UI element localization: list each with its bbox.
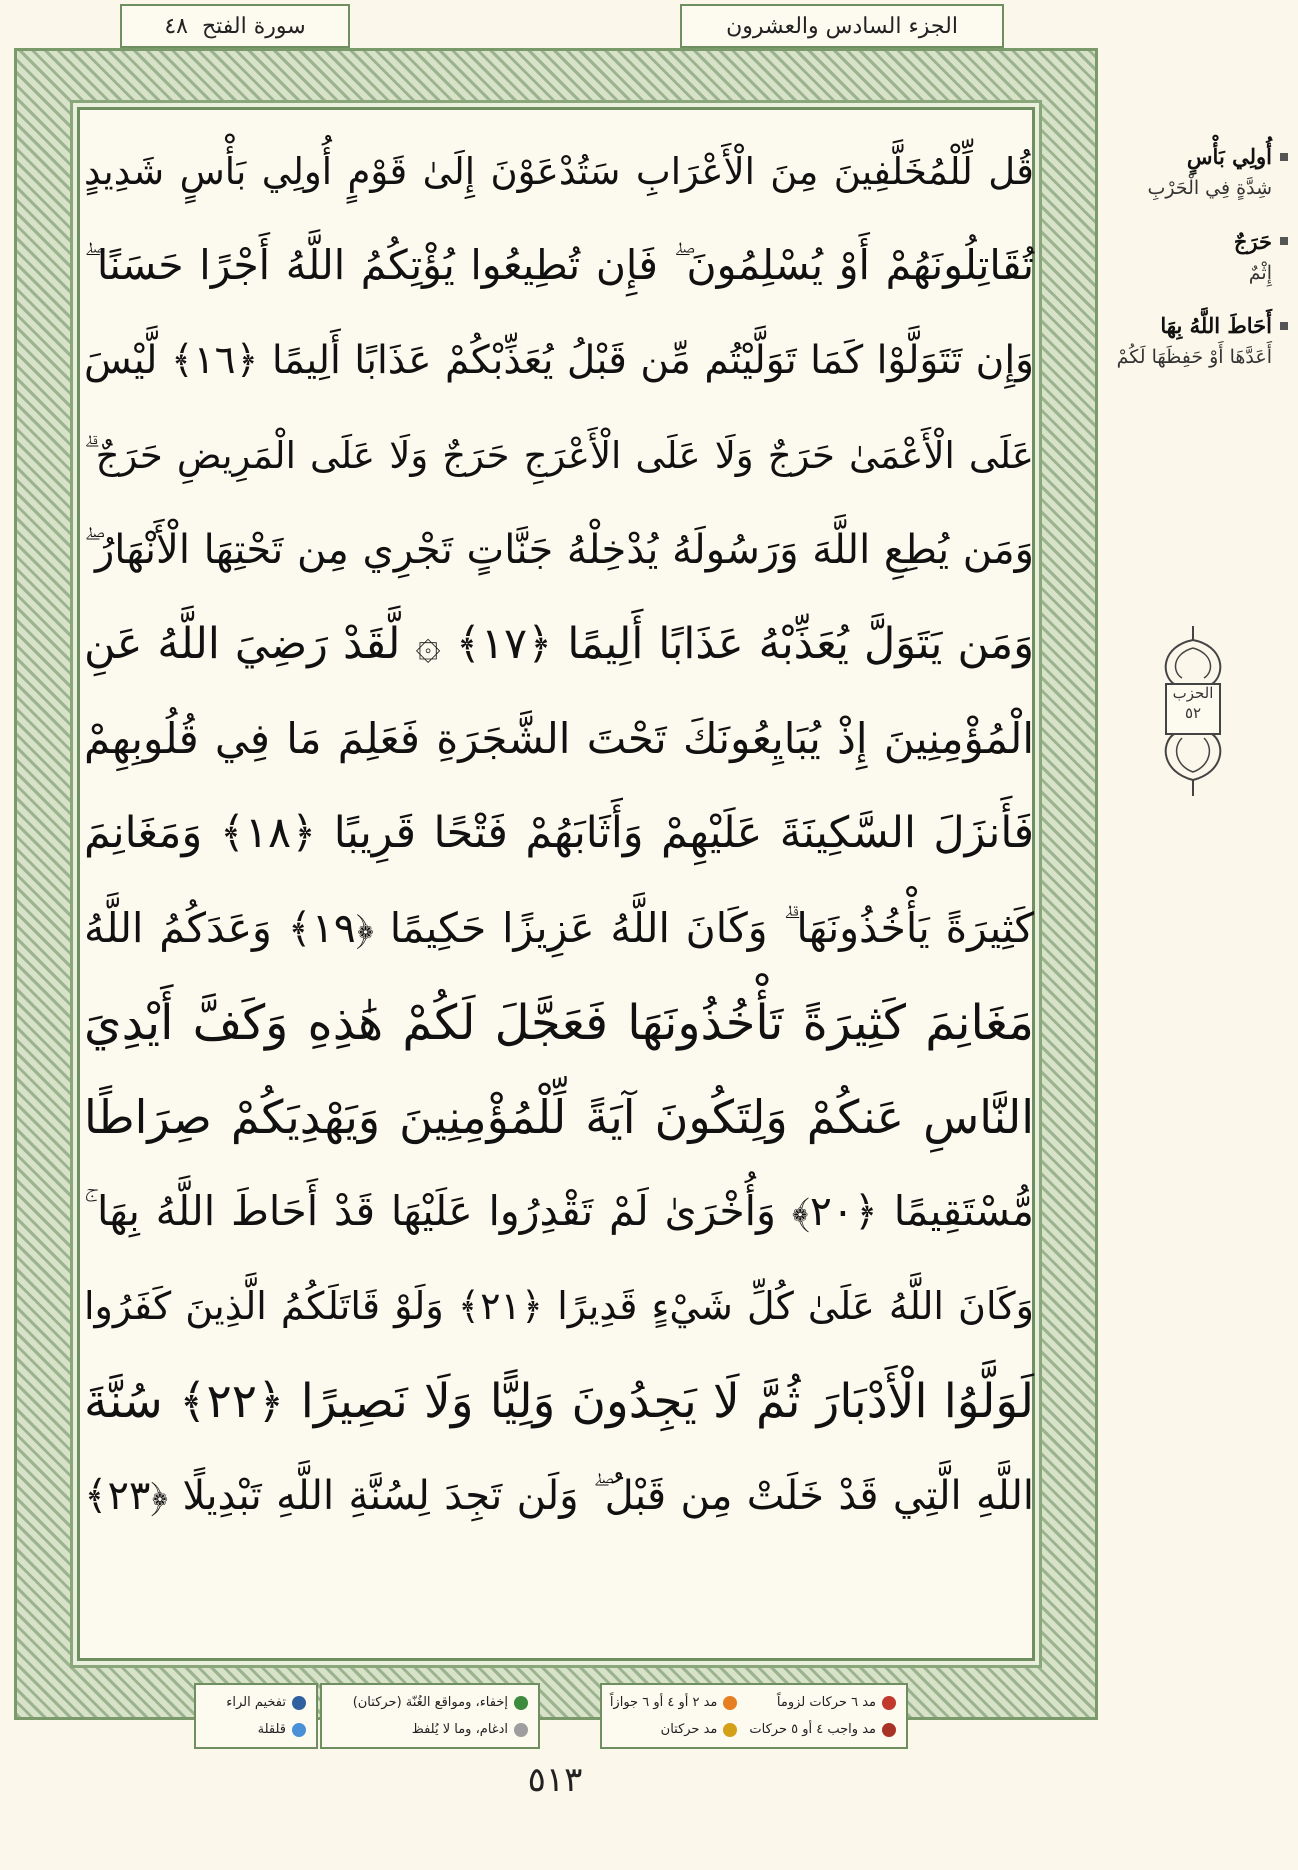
legend-label: ادغام، وما لا يُلفظ [411,1722,508,1737]
hizb-marker [1152,626,1234,796]
tajweed-legend-ra [194,1683,318,1749]
verse-line-text: فَأَنزَلَ السَّكِينَةَ عَلَيْهِمْ وَأَثَابَهُمْ فَتْحًا قَرِيبًا ﴿١٨﴾ وَمَغَانِمَ [84,807,1035,858]
note-meaning: شِدَّةٍ فِي الْحَرْبِ [1147,177,1272,199]
legend-item [206,1695,306,1710]
legend-item [332,1695,528,1710]
margin-note [1112,229,1288,288]
verse-line [84,1354,1034,1449]
color-dot-icon [514,1696,528,1710]
verse-line [84,408,1034,503]
color-dot-icon [723,1696,737,1710]
bullet-square-icon [1280,322,1288,330]
legend-label: مد ٦ حركات لزوماً [776,1695,876,1710]
verse-line-text: مَغَانِمَ كَثِيرَةً تَأْخُذُونَهَا فَعَجَّلَ لَكُمْ هَٰذِهِ وَكَفَّ أَيْدِيَ [84,994,1034,1051]
verse-line [84,313,1034,408]
juz-label: الجزء السادس والعشرون [726,13,958,39]
note-meaning: أَعَدَّهَا أَوْ حَفِظَهَا لَكُمْ [1116,346,1272,369]
note-word: حَرَجٌ [1233,228,1272,254]
verse-line [84,692,1034,787]
quran-text [84,124,1034,1644]
color-dot-icon [292,1696,306,1710]
hizb-label-block [1152,684,1234,723]
hizb-label: الحزب [1172,684,1214,702]
verse-line [84,975,1034,1070]
verse-line-text: لَوَلَّوُا الْأَدْبَارَ ثُمَّ لَا يَجِدُونَ وَلِيًّا وَلَا نَصِيرًا ﴿٢٢﴾ سُنَّةَ [84,1373,1034,1429]
verse-line [84,597,1034,692]
legend-label: قلقلة [257,1722,286,1737]
note-word-row [1112,229,1288,254]
verse-line-text: قُل لِّلْمُخَلَّفِينَ مِنَ الْأَعْرَابِ سَتُدْعَوْنَ إِلَىٰ قَوْمٍ أُولِي بَأْسٍ شَدِيدٍ [84,149,1034,193]
verse-line [84,881,1034,976]
verse-line [84,786,1034,881]
bullet-square-icon [1280,237,1288,245]
legend-item [610,1695,738,1710]
verse-line-text: وَكَانَ اللَّهُ عَلَىٰ كُلِّ شَيْءٍ قَدِيرًا ﴿٢١﴾ وَلَوْ قَاتَلَكُمُ الَّذِينَ كَفَرُوا [84,1284,1034,1329]
verse-line-text: وَإِن تَتَوَلَّوْا كَمَا تَوَلَّيْتُم مِّن قَبْلُ يُعَذِّبْكُمْ عَذَابًا أَلِيمًا ﴿١٦﴾ لَّيْسَ [84,337,1034,383]
juz-title [680,4,1004,48]
verse-line-text: وَمَن يَتَوَلَّ يُعَذِّبْهُ عَذَابًا أَلِيمًا ﴿١٧﴾ ۞ لَّقَدْ رَضِيَ اللَّهُ عَنِ [84,618,1034,669]
surah-number: ٤٨ [164,13,188,39]
legend-item [610,1722,738,1737]
note-meaning: إِثْمٌ [1248,261,1272,284]
legend-item [749,1695,896,1710]
color-dot-icon [882,1696,896,1710]
hizb-number: ٥٢ [1184,703,1202,722]
note-word-row [1112,144,1288,169]
legend-item [332,1722,528,1737]
verse-line [84,1259,1034,1354]
margin-note [1112,313,1288,372]
color-dot-icon [514,1723,528,1737]
verse-line [84,124,1034,219]
verse-line-text: عَلَى الْأَعْمَىٰ حَرَجٌ وَلَا عَلَى الْأَعْرَجِ حَرَجٌ وَلَا عَلَى الْمَرِيضِ حَرَجٌ ۗ [84,433,1034,477]
note-word-row [1112,313,1288,338]
legend-label: مد ٢ أو ٤ أو ٦ جوازاً [609,1695,718,1710]
verse-line-text: كَثِيرَةً يَأْخُذُونَهَا ۗ وَكَانَ اللَّهُ عَزِيزًا حَكِيمًا ﴿١٩﴾ وَعَدَكُمُ اللَّهُ [84,903,1034,952]
note-word: أَحَاطَ اللَّهُ بِهَا [1160,313,1272,339]
legend-label: مد حركتان [660,1722,718,1737]
color-dot-icon [723,1723,737,1737]
verse-line [84,1070,1034,1165]
tajweed-legend-madd [600,1683,908,1749]
verse-line [84,1448,1034,1543]
tajweed-legend-ghunna [320,1683,540,1749]
verse-line-text: وَمَن يُطِعِ اللَّهَ وَرَسُولَهُ يُدْخِلْهُ جَنَّاتٍ تَجْرِي مِن تَحْتِهَا الْأَنْهَارُ ۖ [84,526,1034,573]
page-number: ٥١٣ [527,1760,583,1800]
verse-line-text: اللَّهِ الَّتِي قَدْ خَلَتْ مِن قَبْلُ ۖ وَلَن تَجِدَ لِسُنَّةِ اللَّهِ تَبْدِيلًا ﴿٢٣﴾ [84,1472,1034,1519]
color-dot-icon [882,1723,896,1737]
verse-line-text: النَّاسِ عَنكُمْ وَلِتَكُونَ آيَةً لِّلْمُؤْمِنِينَ وَيَهْدِيَكُمْ صِرَاطًا [84,1090,1034,1145]
note-word: أُولِي بَأْسٍ [1186,144,1272,169]
verse-line-text: الْمُؤْمِنِينَ إِذْ يُبَايِعُونَكَ تَحْتَ الشَّجَرَةِ فَعَلِمَ مَا فِي قُلُوبِهِمْ [84,713,1034,763]
verse-line-text: مُّسْتَقِيمًا ﴿٢٠﴾ وَأُخْرَىٰ لَمْ تَقْدِرُوا عَلَيْهَا قَدْ أَحَاطَ اللَّهُ بِهَا ۚ [84,1187,1034,1236]
margin-notes [1112,144,1288,398]
verse-line-text: تُقَاتِلُونَهُمْ أَوْ يُسْلِمُونَ ۖ فَإِن تُطِيعُوا يُؤْتِكُمُ اللَّهُ أَجْرًا حَسَنًا ۖ [84,241,1034,290]
legend-label: مد واجب ٤ أو ٥ حركات [749,1722,876,1737]
legend-label: تفخيم الراء [226,1695,286,1710]
verse-line [84,1165,1034,1260]
verse-line [84,219,1034,314]
legend-label: إخفاء، ومواقع الغُنّة (حركتان) [352,1695,508,1710]
verse-line [84,502,1034,597]
surah-title [120,4,350,48]
legend-item [206,1722,306,1737]
bullet-square-icon [1280,153,1288,161]
legend-item [749,1722,896,1737]
surah-name: سورة الفتح [201,13,306,39]
color-dot-icon [292,1723,306,1737]
margin-note [1112,144,1288,203]
